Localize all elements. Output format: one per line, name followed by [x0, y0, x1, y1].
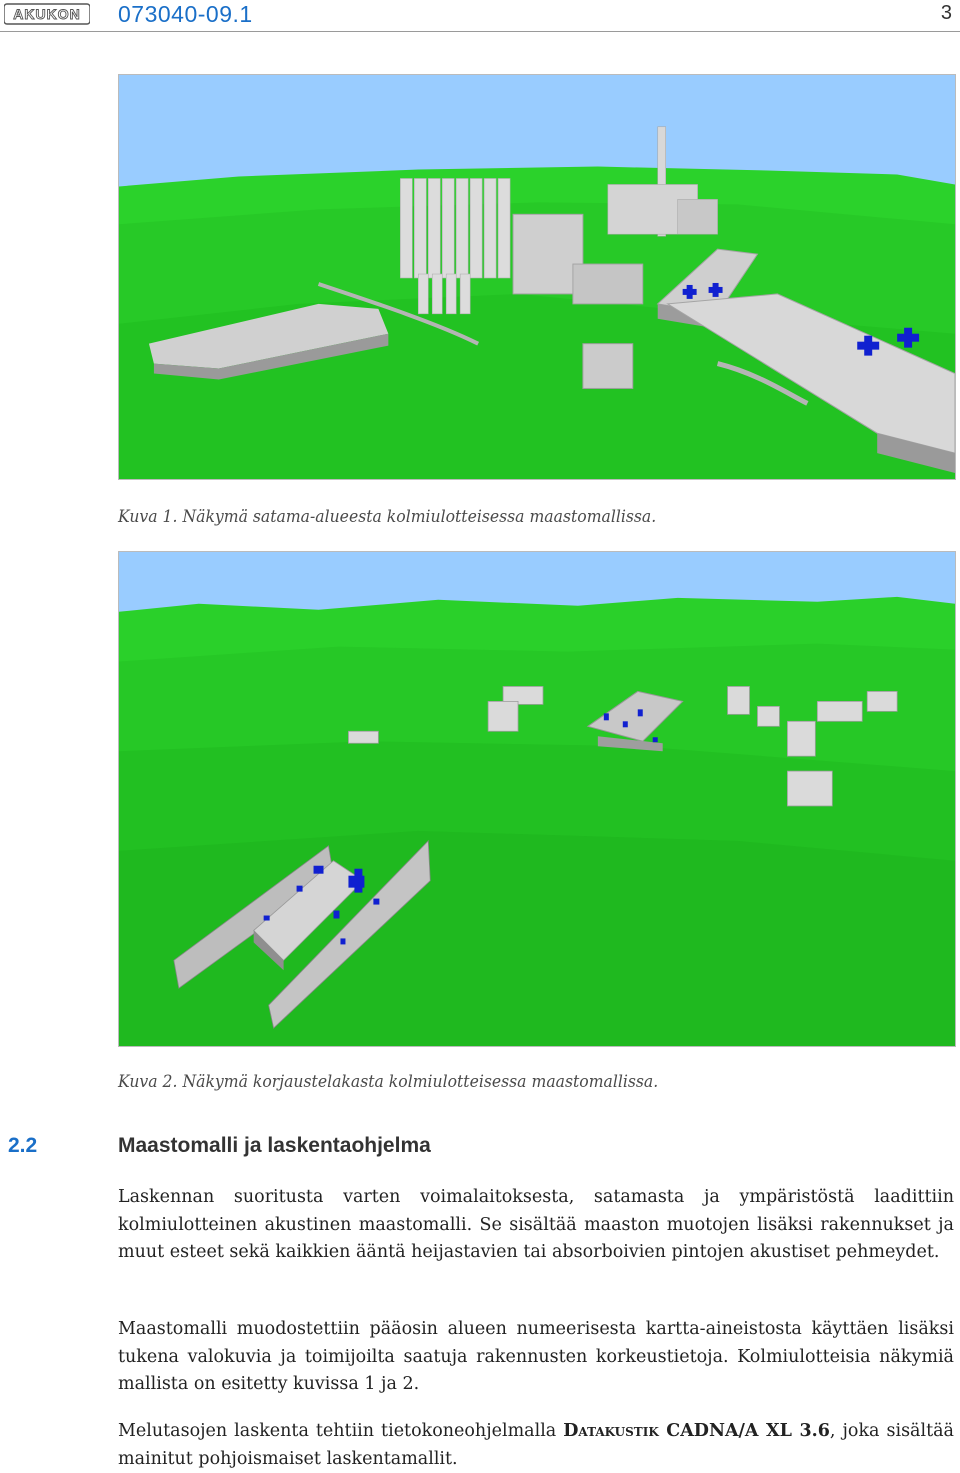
svg-text:AKUKON: AKUKON: [13, 6, 81, 22]
page-number: 3: [940, 2, 952, 24]
software-name: Datakustik CADNA/A XL 3.6: [563, 1421, 830, 1441]
figure-1-caption: Kuva 1. Näkymä satama-alueesta kolmiulotteisessa maastomallissa.: [118, 507, 657, 527]
section-number: 2.2: [8, 1134, 38, 1157]
akukon-logo: [4, 3, 90, 25]
document-number: 073040-09.1: [118, 1, 253, 27]
figure-2-image: [118, 551, 956, 1047]
figure-2-caption: Kuva 2. Näkymä korjaustelakasta kolmiulotteisessa maastomallissa.: [118, 1072, 659, 1092]
paragraph-1: Laskennan suoritusta varten voimalaitoksesta, satamasta ja ympäristöstä laadittiin kolmiulotteinen akustinen maastomalli. Se sisältää maaston muotojen lisäksi rakennukset ja muut esteet sekä kaikkien ääntä heijastavien tai absorboivien pintojen akustiset pehmeydet.: [118, 1187, 954, 1262]
header-rule: [0, 31, 960, 32]
paragraph-2: Maastomalli muodostettiin pääosin alueen numeerisesta kartta-aineistosta käyttäen lisäksi tukena valokuvia ja toimijoilta saatuja rakennusten korkeustietoja. Kolmiulotteisia näkymiä mallista on esitetty kuvissa 1 ja 2.: [118, 1319, 954, 1394]
section-title: Maastomalli ja laskentaohjelma: [118, 1134, 431, 1157]
paragraph-3-text-end: , joka sisältää mainitut pohjoismaiset laskentamallit.: [118, 1421, 954, 1469]
paragraph-3: [118, 1418, 954, 1473]
figure-1-image: [118, 74, 956, 480]
page-header: [0, 0, 960, 32]
paragraph-3-text-start: Melutasojen laskenta tehtiin tietokoneohjelmalla: [118, 1421, 564, 1441]
